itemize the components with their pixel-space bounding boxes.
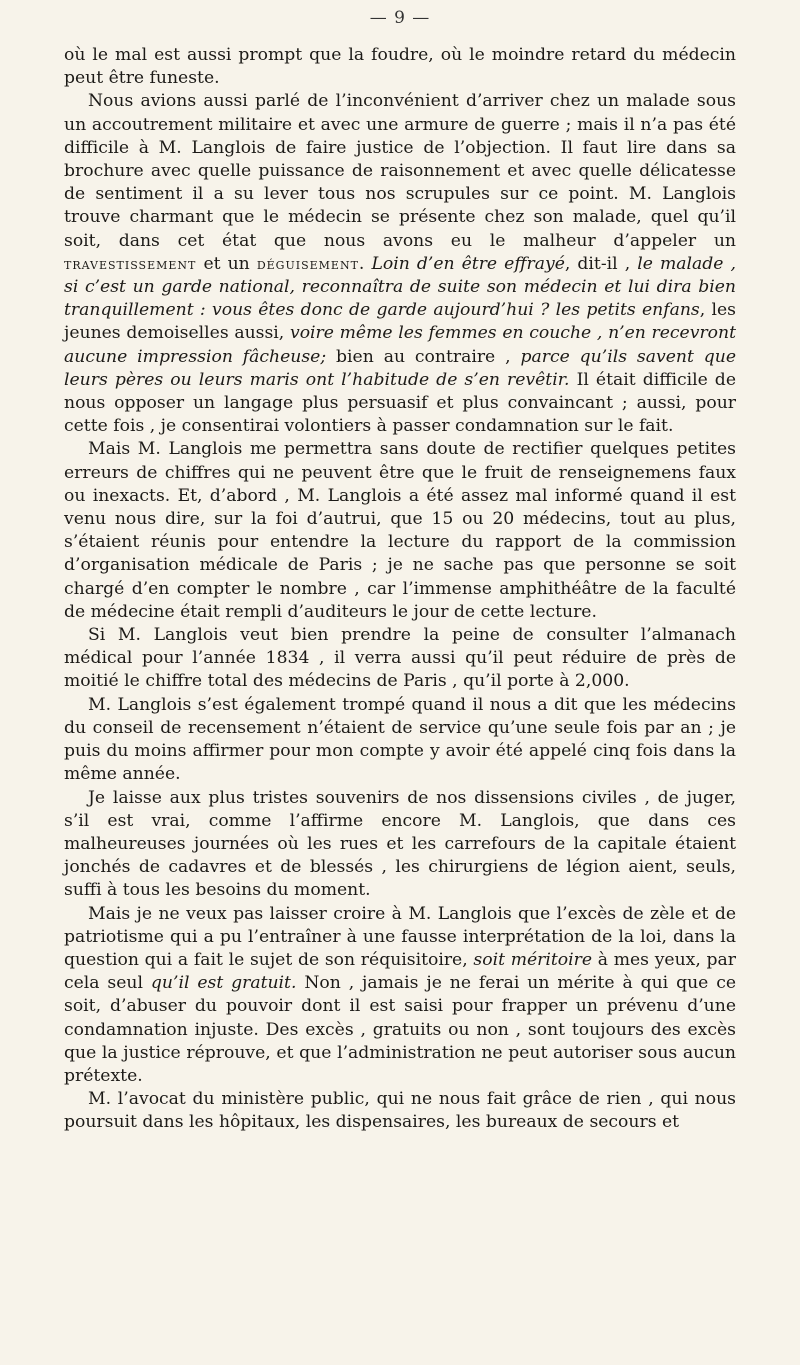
p2-text-f: bien au contraire , [336, 346, 511, 367]
p7-italic-2: qu’il est gratuit. [150, 973, 297, 994]
paragraph-3: Mais M. Langlois me permettra sans doute de rectifier quelques petites erreurs de chiffres qui ne peuvent être que le fruit de renseignemens faux ou inexacts. Et, d’abord , M. Langlois a été assez mal informé quand il est venu nous dire, sur la foi d’autrui, que 15 ou 20 médecins, tout au plus, s’étaient réunis pour entendre la lecture du rapport de la commission d’organisation médicale de Paris ; je ne sache pas que personne se soit chargé d’en compter le nombre , car l’immense amphithéâtre de la faculté de médecine était rempli d’auditeurs le jour de cette lecture. [64, 439, 736, 622]
p2-italic-4: parce qu’ils savent que leurs pères ou leurs maris ont l’habitude de s’en revêtir. [64, 346, 736, 390]
p2-italic-3: voire même les femmes en couche , n’en recevront aucune impression fâcheuse; [64, 323, 736, 367]
term-deguisement: déguisement [256, 254, 359, 273]
paragraph-8: M. l’avocat du ministère public, qui ne nous fait grâce de rien , qui nous poursuit dans les hôpitaux, les dispensaires, les bureaux de secours et [64, 1089, 736, 1133]
paragraph-6: Je laisse aux plus tristes souvenirs de nos dissensions civiles , de juger, s’il est vrai, comme l’affirme encore M. Langlois, que dans ces malheureuses journées où les rues et les carrefours de la capitale étaient jonchés de cadavres et de blessés , les chirurgiens de légion aient, seuls, suffi à tous les besoins du moment. [64, 787, 736, 901]
p2-italic-2: le malade , si c’est un garde national, reconnaîtra de suite son médecin et lui dira bien tranquillement : vous êtes donc de garde aujourd’hui ? les petits enfans [64, 253, 736, 321]
p2-text-b: et un [203, 253, 250, 274]
paragraph-1: où le mal est aussi prompt que la foudre, où le moindre retard du médecin peut être funeste. [64, 45, 736, 89]
paragraph-2 [64, 90, 736, 438]
term-travestissement: travestissement [64, 254, 197, 273]
body-text [64, 44, 736, 1135]
p7-text-b: à mes yeux, par cela seul [64, 949, 736, 994]
p7-text-a: Mais je ne veux pas laisser croire à M. Langlois que l’excès de zèle et de patriotisme qui a pu l’entraîner à une fausse interprétation de la loi, dans la question qui a fait le sujet de son réquisitoire, [64, 903, 736, 970]
p2-text-d: , dit-il , [564, 253, 631, 274]
p2-text-c: . [358, 253, 365, 274]
p2-text-a: Nous avions aussi parlé de l’inconvénient d’arriver chez un malade sous un accoutrement militaire et avec une armure de guerre ; mais il n’a pas été difficile à M. Langlois de faire justice de l’objection. Il faut lire dans sa brochure avec quelle puissance de raisonnement et avec quelle délicatesse de sentiment il a su lever tous nos scrupules sur ce point. M. Langlois trouve charmant que le médecin se présente chez son malade, quel qu’il soit, dans cet état que nous avons eu le malheur d’appeler un [64, 91, 736, 251]
p7-text-c: Non , jamais je ne ferai un mérite à qui que ce soit, d’abuser du pouvoir dont il est saisi pour frapper un prévenu d’une condamnation injuste. Des excès , gratuits ou non , sont toujours des excès que la justice réprouve, et que l’administration ne peut autoriser sous aucun prétexte. [64, 973, 737, 1086]
p2-text-e: , les jeunes demoiselles aussi, [64, 300, 737, 344]
paragraph-7 [64, 903, 736, 1089]
paragraph-4: Si M. Langlois veut bien prendre la peine de consulter l’almanach médical pour l’année 1834 , il verra aussi qu’il peut réduire de près de moitié le chiffre total des médecins de Paris , qu’il porte à 2,000. [64, 625, 736, 692]
p2-text-g: Il était difficile de nous opposer un langage plus persuasif et plus convaincant ; aussi, pour cette fois , je consentirai volontiers à passer condamnation sur le fait. [64, 369, 736, 437]
p2-italic-1: Loin d’en être effrayé [371, 253, 565, 274]
page-number: — 9 — [369, 8, 431, 28]
p7-italic-1: soit méritoire [473, 949, 593, 970]
paragraph-5: M. Langlois s’est également trompé quand il nous a dit que les médecins du conseil de recensement n’étaient de service qu’une seule fois par an ; je puis du moins affirmer pour mon compte y avoir été appelé cinq fois dans la même année. [64, 694, 736, 785]
